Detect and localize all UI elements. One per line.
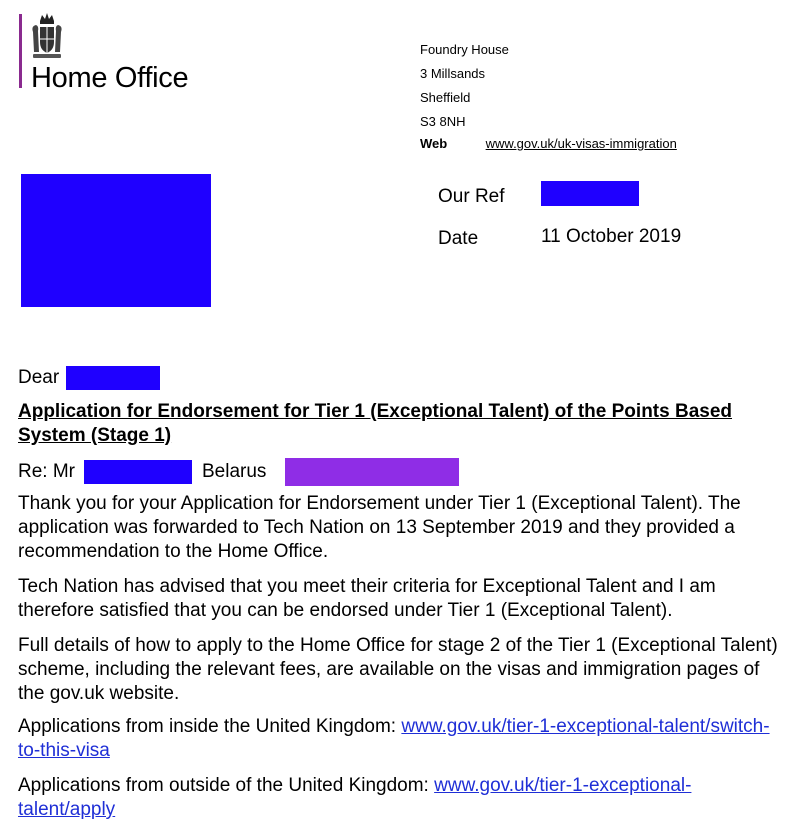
address-line: S3 8NH [420,114,466,129]
paragraph: Thank you for your Application for Endorsement under Tier 1 (Exceptional Talent). The application was forwarded to Tech Nation on 13 September 2019 and they provided a recommendation to the Home Office. [18,493,741,562]
inside-uk-paragraph [18,715,787,763]
web-row [420,134,677,154]
paragraph: Tech Nation has advised that you meet their criteria for Exceptional Talent and I am therefore satisfied that you can be endorsed under Tier 1 (Exceptional Talent). [18,576,716,621]
brand-bar [19,14,22,88]
redacted-salutation-name [66,366,160,390]
redacted-recipient-address [21,174,211,307]
org-name: Home Office [31,62,189,94]
sender-address [420,38,509,134]
web-link[interactable]: www.gov.uk/uk-visas-immigration [485,136,677,151]
re-prefix: Re: Mr [18,461,75,482]
redacted-recipient-name [84,460,192,484]
salutation: Dear [18,367,60,388]
date-label: Date [438,228,479,249]
re-country: Belarus [202,461,267,482]
letter-subject: Application for Endorsement for Tier 1 (Exceptional Talent) of the Points Based System (Stage 1) [18,401,733,446]
outside-uk-text: Applications from outside of the United Kingdom: [18,775,435,796]
address-line: Sheffield [420,90,471,105]
outside-uk-link[interactable]: www.gov.uk/tier-1-exceptional-talent/apply [18,775,692,820]
address-line: 3 Millsands [420,66,486,81]
web-label: Web [420,136,448,151]
paragraph: Full details of how to apply to the Home Office for stage 2 of the Tier 1 (Exceptional Talent) scheme, including the relevant fees, are available on the visas and immigration pages of the gov.uk website. [18,635,778,704]
redacted-reference [541,181,639,206]
address-line: Foundry House [420,42,509,57]
ref-label: Our Ref [438,186,505,207]
inside-uk-text: Applications from inside the United Kingdom: [18,716,402,737]
royal-coat-of-arms-icon [30,12,64,62]
date-value: 11 October 2019 [541,226,682,247]
inside-uk-link[interactable]: www.gov.uk/tier-1-exceptional-talent/switch-to-this-visa [18,716,770,761]
redacted-reference-number [285,458,459,486]
re-line [18,460,267,484]
outside-uk-paragraph [18,774,787,822]
